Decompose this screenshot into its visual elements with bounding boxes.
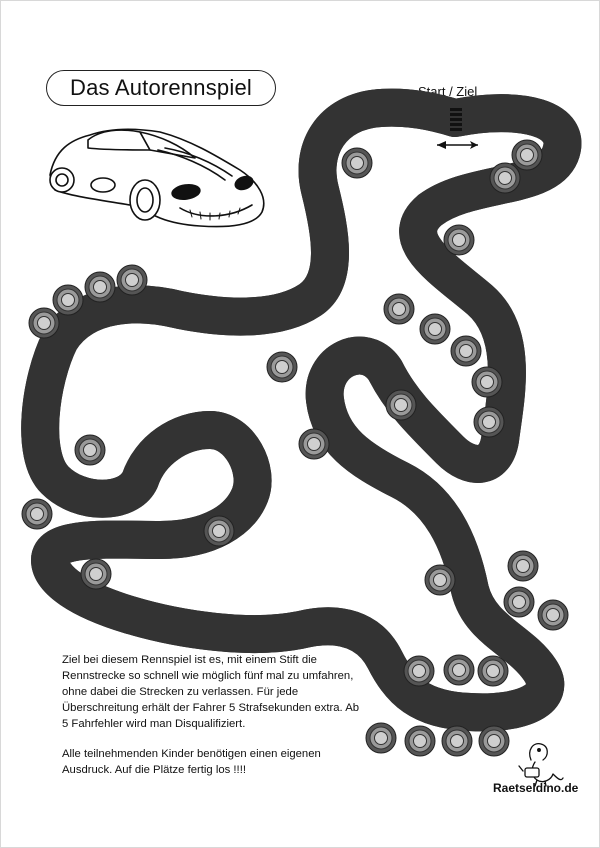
tire-icon xyxy=(267,352,297,382)
tire-icon xyxy=(366,723,396,753)
tire-icon xyxy=(22,499,52,529)
tire-icon xyxy=(420,314,450,344)
tire-icon xyxy=(512,140,542,170)
direction-arrow-icon xyxy=(437,141,478,149)
page-title: Das Autorennspiel xyxy=(46,70,276,106)
tire-icon xyxy=(81,559,111,589)
tire-icon xyxy=(75,435,105,465)
tire-icon xyxy=(386,390,416,420)
tire-icon xyxy=(508,551,538,581)
instructions xyxy=(62,652,362,792)
tire-icon xyxy=(478,656,508,686)
tire-icon xyxy=(299,429,329,459)
race-car-illustration xyxy=(50,129,264,226)
tire-icon xyxy=(442,726,472,756)
tire-icon xyxy=(479,726,509,756)
tire-icon xyxy=(451,336,481,366)
tire-icon xyxy=(425,565,455,595)
tire-icon xyxy=(405,726,435,756)
tire-icon xyxy=(29,308,59,338)
tire-icon xyxy=(204,516,234,546)
tire-icon xyxy=(490,163,520,193)
tire-icon xyxy=(474,407,504,437)
tire-icon xyxy=(404,656,434,686)
instructions-paragraph-2: Alle teilnehmenden Kinder benötigen einen eigenen Ausdruck. Auf die Plätze fertig los !!!! xyxy=(62,748,321,776)
tire-icon xyxy=(85,272,115,302)
tire-icon xyxy=(53,285,83,315)
tire-icon xyxy=(504,587,534,617)
instructions-paragraph-1: Ziel bei diesem Rennspiel ist es, mit einem Stift die Rennstrecke so schnell wie möglich fünf mal zu umfahren, ohne dabei die Strecken zu verlassen. Für jede Überschreitung erhält der Fahrer 5 Strafsekunden extra. Ab 5 Fahrfehler wird man Disqualifiziert. xyxy=(62,654,360,730)
tire-icon xyxy=(444,225,474,255)
brand-logo-text: Raetseldino.de xyxy=(493,781,579,795)
start-finish-label: Start / Ziel xyxy=(418,84,478,99)
tire-icon xyxy=(538,600,568,630)
tire-icon xyxy=(117,265,147,295)
tire-icon xyxy=(384,294,414,324)
tire-icon xyxy=(444,655,474,685)
tire-icon xyxy=(342,148,372,178)
tire-icon xyxy=(472,367,502,397)
